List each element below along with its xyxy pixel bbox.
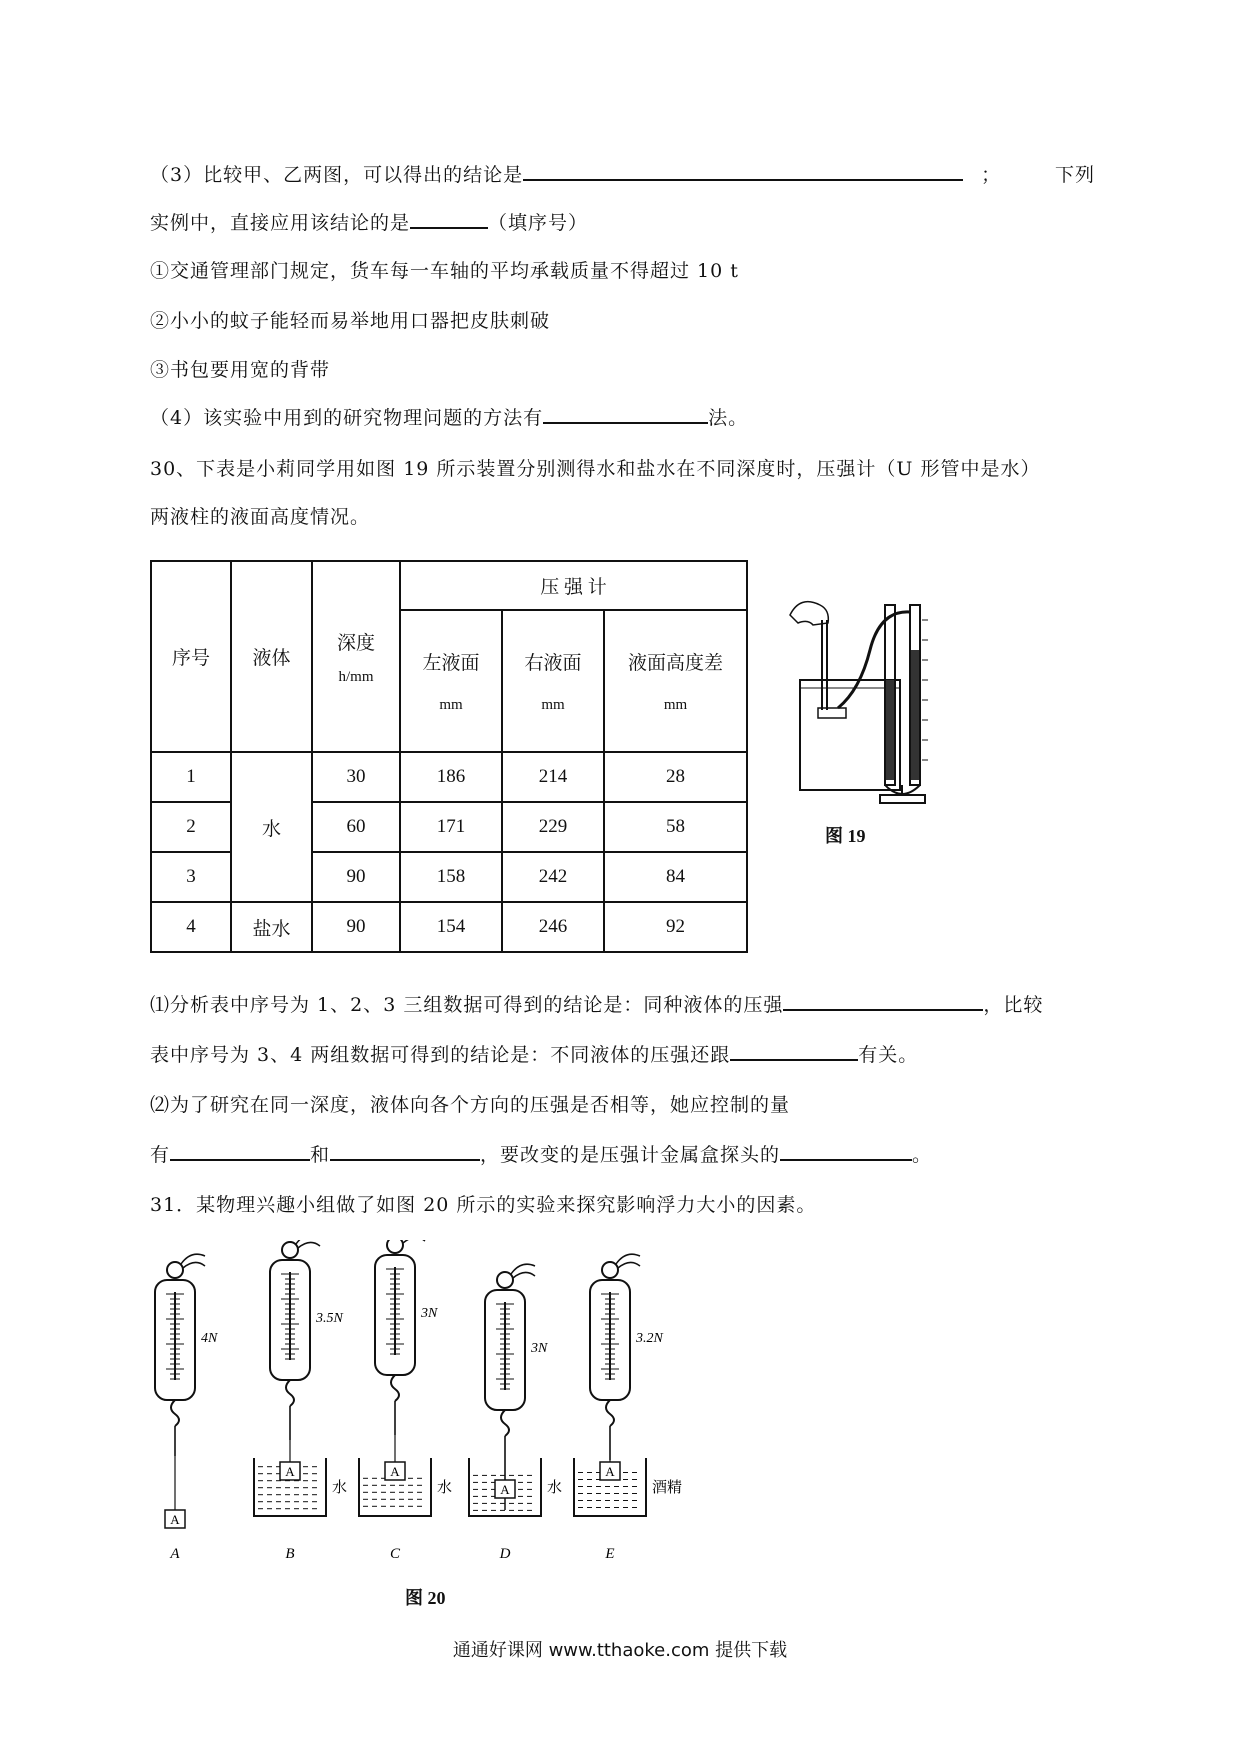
liquid-label: 水 xyxy=(547,1480,563,1496)
cell-diff: 58 xyxy=(604,802,747,852)
q29-3-tail: 下列 xyxy=(1055,164,1096,186)
cell-index: 1 xyxy=(151,752,231,802)
cell-left: 154 xyxy=(400,902,502,952)
liquid-label: 水 xyxy=(437,1480,453,1496)
q30-p1-line2-prefix: 表中序号为 3、4 两组数据可得到的结论是：不同液体的压强还跟 xyxy=(150,1044,731,1066)
cell-left: 158 xyxy=(400,852,502,902)
option-2: ②小小的蚊子能轻而易举地用口器把皮肤刺破 xyxy=(150,310,551,332)
q30-p2-mid: 和 xyxy=(310,1144,331,1166)
answer-blank[interactable] xyxy=(330,1158,480,1161)
q30-intro-1: 30、下表是小莉同学用如图 19 所示装置分别测得水和盐水在不同深度时，压强计（U 形管中是水） xyxy=(150,458,1041,480)
liquid-label: 酒精 xyxy=(652,1480,683,1496)
pressure-table xyxy=(150,560,748,953)
cell-right: 214 xyxy=(502,752,604,802)
answer-blank[interactable] xyxy=(730,1058,858,1061)
left-label: 左液面 xyxy=(422,653,480,674)
cell-diff: 28 xyxy=(604,752,747,802)
cell-depth: 90 xyxy=(312,902,400,952)
unit-mm: mm xyxy=(663,697,688,713)
answer-blank[interactable] xyxy=(523,178,963,181)
q29-3-line2 xyxy=(150,208,588,235)
block-label: A xyxy=(170,1512,180,1527)
spring-scale-b xyxy=(254,1240,347,1562)
spring-scale-a xyxy=(155,1254,218,1562)
answer-blank[interactable] xyxy=(543,421,708,424)
spring-scale-d xyxy=(469,1264,562,1562)
cell-right: 229 xyxy=(502,802,604,852)
cell-index: 3 xyxy=(151,852,231,902)
q30-p1-line2 xyxy=(150,1040,918,1067)
q30-p1-line2-suffix: 有关。 xyxy=(858,1044,919,1066)
q29-4-suffix: 法。 xyxy=(708,407,749,429)
panel-letter: D xyxy=(499,1546,511,1562)
cell-depth: 30 xyxy=(312,752,400,802)
q30-p1-line1 xyxy=(150,990,1043,1017)
q29-4-line xyxy=(150,403,748,430)
cell-depth: 60 xyxy=(312,802,400,852)
q30-p2-suffix: 。 xyxy=(912,1144,933,1166)
cell-index: 4 xyxy=(151,902,231,952)
cell-left: 171 xyxy=(400,802,502,852)
answer-blank[interactable] xyxy=(410,226,488,229)
header-liquid: 液体 xyxy=(231,561,312,752)
table-row xyxy=(151,902,747,952)
spring-scale-c xyxy=(359,1240,452,1562)
buoyancy-experiment-figure xyxy=(140,1240,740,1570)
header-right xyxy=(502,610,604,752)
unit-mm: mm xyxy=(541,697,565,713)
q29-3-suffix: ； xyxy=(981,164,1002,186)
cell-right: 246 xyxy=(502,902,604,952)
footer: 通通好课网 www.tthaoke.com 提供下载 xyxy=(452,1640,788,1661)
q30-p2-mid2: ，要改变的是压强计金属盒探头的 xyxy=(480,1144,781,1166)
q29-3-line1 xyxy=(150,160,1001,187)
answer-blank[interactable] xyxy=(783,1008,983,1011)
panel-letter: C xyxy=(389,1546,401,1562)
cell-depth: 90 xyxy=(312,852,400,902)
option-1: ①交通管理部门规定，货车每一车轴的平均承载质量不得超过 10 t xyxy=(150,260,739,282)
q30-p1-suffix: ，比较 xyxy=(983,994,1044,1016)
block-label: A xyxy=(500,1482,510,1497)
right-label: 右液面 xyxy=(524,653,582,674)
scale-reading: 3.5N xyxy=(316,1311,343,1326)
cell-liquid: 水 xyxy=(231,752,312,902)
manometer-illustration xyxy=(770,590,940,810)
cell-index: 2 xyxy=(151,802,231,852)
cell-diff: 84 xyxy=(604,852,747,902)
block-label: A xyxy=(285,1464,295,1479)
q29-3-line2-prefix: 实例中，直接应用该结论的是 xyxy=(150,212,411,234)
panel-letter: B xyxy=(285,1546,295,1562)
cell-right: 242 xyxy=(502,852,604,902)
q29-3-prefix: （3）比较甲、乙两图，可以得出的结论是 xyxy=(150,164,524,186)
q29-4-prefix: （4）该实验中用到的研究物理问题的方法有 xyxy=(150,407,544,429)
scale-reading: 4N xyxy=(201,1331,218,1346)
answer-blank[interactable] xyxy=(170,1158,310,1161)
header-left xyxy=(400,610,502,752)
q29-3-line2-suffix: （填序号） xyxy=(488,212,589,234)
depth-label: 深度 xyxy=(336,632,375,654)
cell-left: 186 xyxy=(400,752,502,802)
scale-reading: 3N xyxy=(421,1306,438,1321)
q31-intro: 31．某物理兴趣小组做了如图 20 所示的实验来探究影响浮力大小的因素。 xyxy=(150,1194,817,1216)
spring-scale-e xyxy=(574,1254,682,1562)
header-diff xyxy=(604,610,747,752)
header-depth xyxy=(312,561,400,752)
header-gauge: 压 强 计 xyxy=(400,561,747,610)
unit-mm: mm xyxy=(439,697,463,713)
scale-reading: 3.2N xyxy=(636,1331,663,1346)
q30-p1-prefix: ⑴分析表中序号为 1、2、3 三组数据可得到的结论是：同种液体的压强 xyxy=(150,994,784,1016)
table-row xyxy=(151,752,747,802)
option-3: ③书包要用宽的背带 xyxy=(150,359,331,381)
q30-p2-prefix: 有 xyxy=(150,1144,171,1166)
panel-letter: A xyxy=(170,1546,180,1562)
liquid-label: 水 xyxy=(332,1480,348,1496)
q30-intro-2: 两液柱的液面高度情况。 xyxy=(150,506,371,528)
block-label: A xyxy=(390,1464,400,1479)
figure-19-label: 图 19 xyxy=(825,826,866,846)
answer-blank[interactable] xyxy=(780,1158,912,1161)
cell-diff: 92 xyxy=(604,902,747,952)
scale-reading: 3N xyxy=(531,1341,548,1356)
q30-p2-line1: ⑵为了研究在同一深度，液体向各个方向的压强是否相等，她应控制的量 xyxy=(150,1094,791,1116)
q30-p2-line2 xyxy=(150,1140,932,1167)
panel-letter: E xyxy=(605,1546,615,1562)
depth-unit: h/mm xyxy=(338,668,374,685)
block-label: A xyxy=(605,1464,615,1479)
header-index: 序号 xyxy=(151,561,231,752)
cell-liquid: 盐水 xyxy=(231,902,312,952)
figure-20-label: 图 20 xyxy=(405,1588,446,1608)
diff-label: 液面高度差 xyxy=(627,653,723,674)
